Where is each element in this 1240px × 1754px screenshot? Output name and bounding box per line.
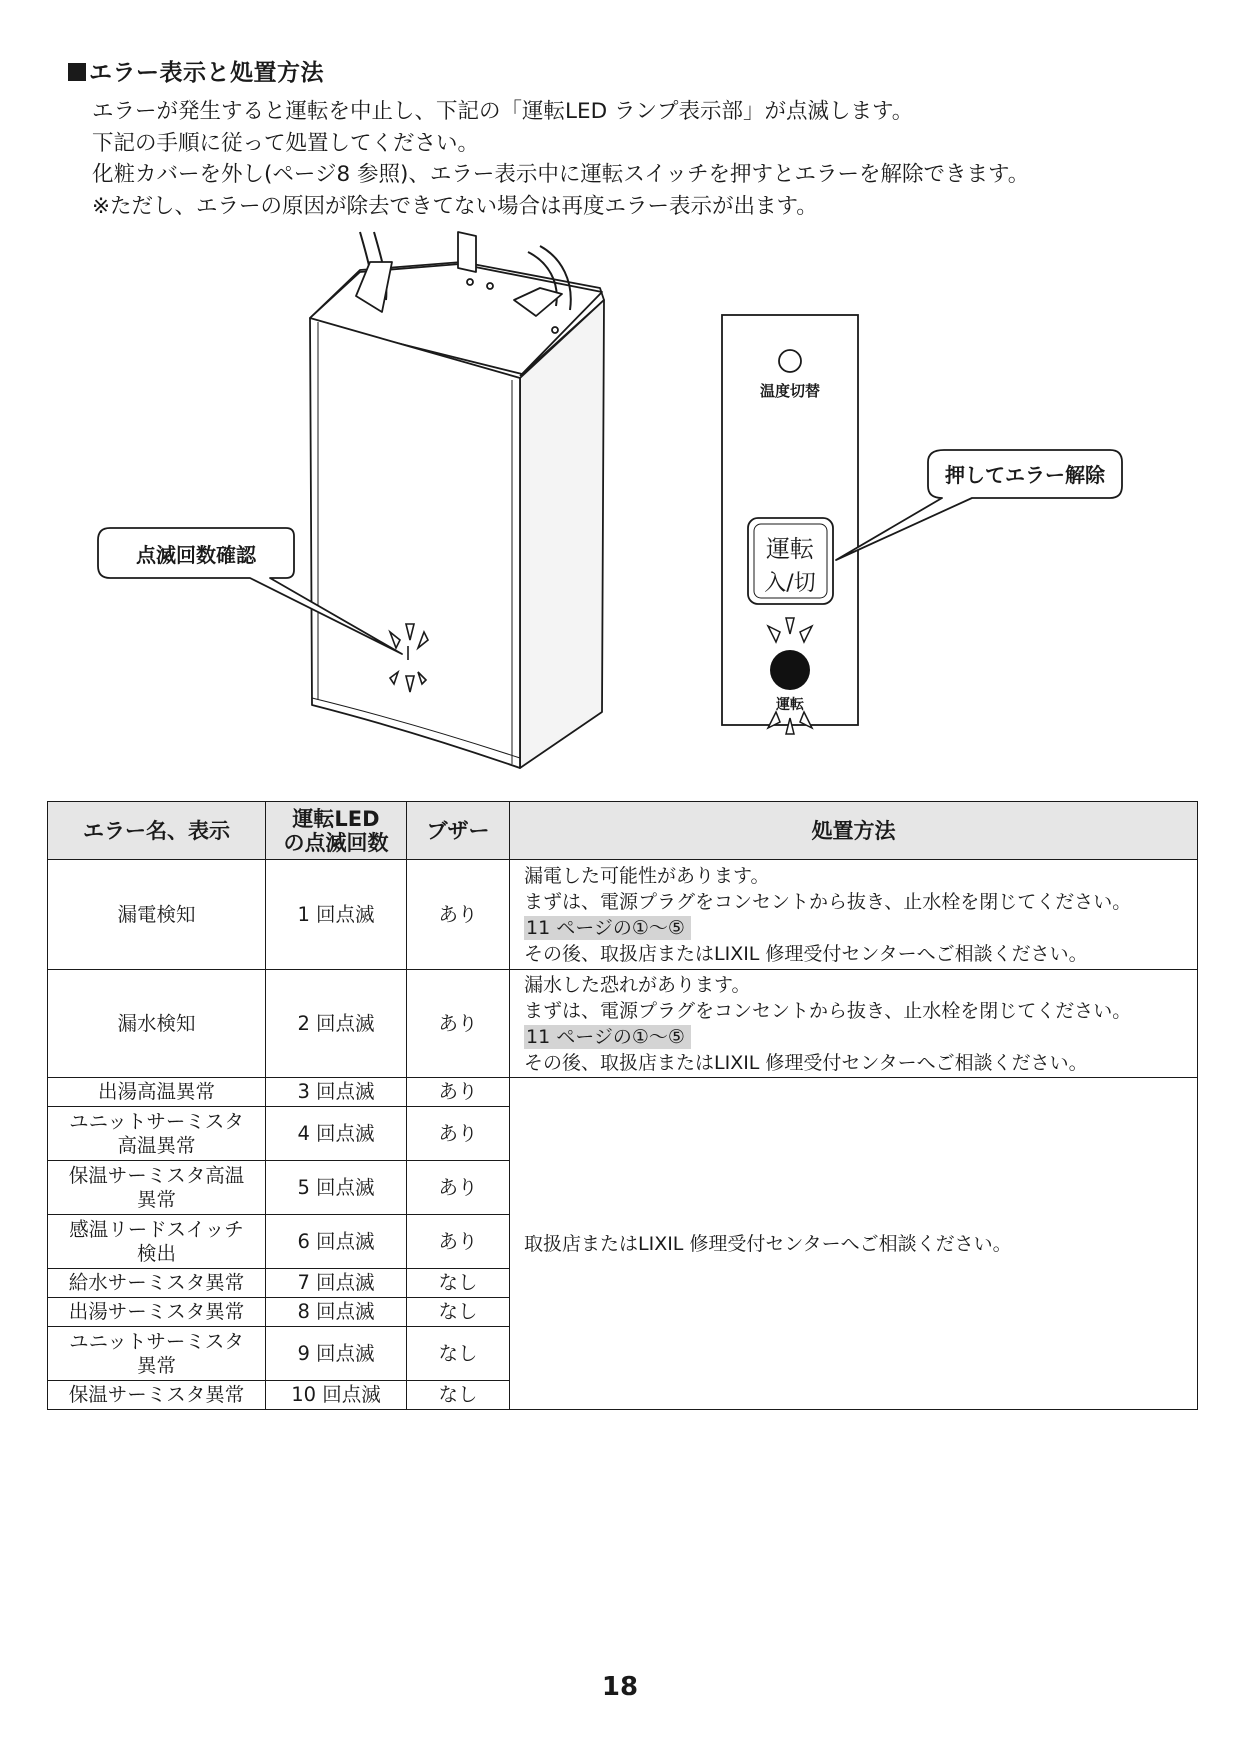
buzzer-value: なし <box>407 1327 510 1381</box>
control-panel <box>722 315 858 734</box>
buzzer-value: あり <box>407 1107 510 1161</box>
blink-count: 6 回点滅 <box>266 1215 407 1269</box>
error-name: 出湯サーミスタ異常 <box>48 1298 266 1327</box>
panel-temp-label: 温度切替 <box>759 382 821 400</box>
buzzer-value: あり <box>407 860 510 970</box>
buzzer-value: なし <box>407 1269 510 1298</box>
section-title: エラー表示と処置方法 <box>89 60 324 86</box>
run-switch-button[interactable] <box>748 518 833 604</box>
table-row <box>48 860 1198 970</box>
switch-label-run: 運転 <box>766 535 814 563</box>
error-name: 漏電検知 <box>48 860 266 970</box>
callout-right-text: 押してエラー解除 <box>945 463 1105 487</box>
blink-count: 3 回点滅 <box>266 1078 407 1107</box>
error-name: 感温リードスイッチ 検出 <box>48 1215 266 1269</box>
temp-indicator-icon <box>779 350 801 372</box>
intro-line: ※ただし、エラーの原因が除去できてない場合は再度エラー表示が出ます。 <box>92 193 818 219</box>
blink-count: 1 回点滅 <box>266 860 407 970</box>
blink-count: 8 回点滅 <box>266 1298 407 1327</box>
error-name: 給水サーミスタ異常 <box>48 1269 266 1298</box>
error-table <box>47 801 1198 1410</box>
action-cell: 漏水した恐れがあります。 まずは、電源プラグをコンセントから抜き、止水栓を閉じてください。 11 ページの①～⑤ その後、取扱店またはLIXIL 修理受付センターへご相談ください。 <box>510 970 1198 1078</box>
intro-line: 化粧カバーを外し(ページ8 参照)、エラー表示中に運転スイッチを押すとエラーを解除できます。 <box>92 162 1030 187</box>
water-heater-unit <box>310 232 604 768</box>
run-led-icon <box>770 650 810 690</box>
buzzer-value: あり <box>407 970 510 1078</box>
intro-line: エラーが発生すると運転を中止し、下記の「運転LED ランプ表示部」が点滅します。 <box>92 99 914 124</box>
intro-line: 下記の手順に従って処置してください。 <box>92 130 480 156</box>
table-header-row <box>48 802 1198 860</box>
square-bullet-icon <box>68 63 86 81</box>
buzzer-value: あり <box>407 1215 510 1269</box>
intro-text <box>92 96 1212 222</box>
buzzer-value: なし <box>407 1381 510 1410</box>
callout-right <box>836 450 1122 560</box>
header-blink-count: 運転LED の点滅回数 <box>266 802 407 860</box>
device-illustration <box>0 220 1240 780</box>
header-action: 処置方法 <box>510 802 1198 860</box>
error-name: 保温サーミスタ高温 異常 <box>48 1161 266 1215</box>
header-buzzer: ブザー <box>407 802 510 860</box>
error-name: 漏水検知 <box>48 970 266 1078</box>
callout-left-text: 点滅回数確認 <box>136 543 256 567</box>
error-name: ユニットサーミスタ 異常 <box>48 1327 266 1381</box>
blink-count: 4 回点滅 <box>266 1107 407 1161</box>
section-heading <box>68 54 324 87</box>
page-reference: 11 ページの①～⑤ <box>524 916 691 940</box>
blink-count: 7 回点滅 <box>266 1269 407 1298</box>
error-name: 保温サーミスタ異常 <box>48 1381 266 1410</box>
page-number: 18 <box>601 1672 639 1702</box>
buzzer-value: あり <box>407 1161 510 1215</box>
buzzer-value: なし <box>407 1298 510 1327</box>
header-error-name: エラー名、表示 <box>48 802 266 860</box>
buzzer-value: あり <box>407 1078 510 1107</box>
blink-count: 2 回点滅 <box>266 970 407 1078</box>
blink-count: 9 回点滅 <box>266 1327 407 1381</box>
action-cell-shared: 取扱店またはLIXIL 修理受付センターへご相談ください。 <box>510 1078 1198 1410</box>
blink-count: 5 回点滅 <box>266 1161 407 1215</box>
page-reference: 11 ページの①～⑤ <box>524 1025 691 1049</box>
table-row <box>48 1078 1198 1107</box>
action-cell: 漏電した可能性があります。 まずは、電源プラグをコンセントから抜き、止水栓を閉じてください。 11 ページの①～⑤ その後、取扱店またはLIXIL 修理受付センターへご相談ください。 <box>510 860 1198 970</box>
switch-label-onoff: 入/切 <box>764 571 816 596</box>
table-row <box>48 970 1198 1078</box>
error-name: 出湯高温異常 <box>48 1078 266 1107</box>
led-label: 運転 <box>776 697 804 713</box>
error-name: ユニットサーミスタ 高温異常 <box>48 1107 266 1161</box>
blink-count: 10 回点滅 <box>266 1381 407 1410</box>
